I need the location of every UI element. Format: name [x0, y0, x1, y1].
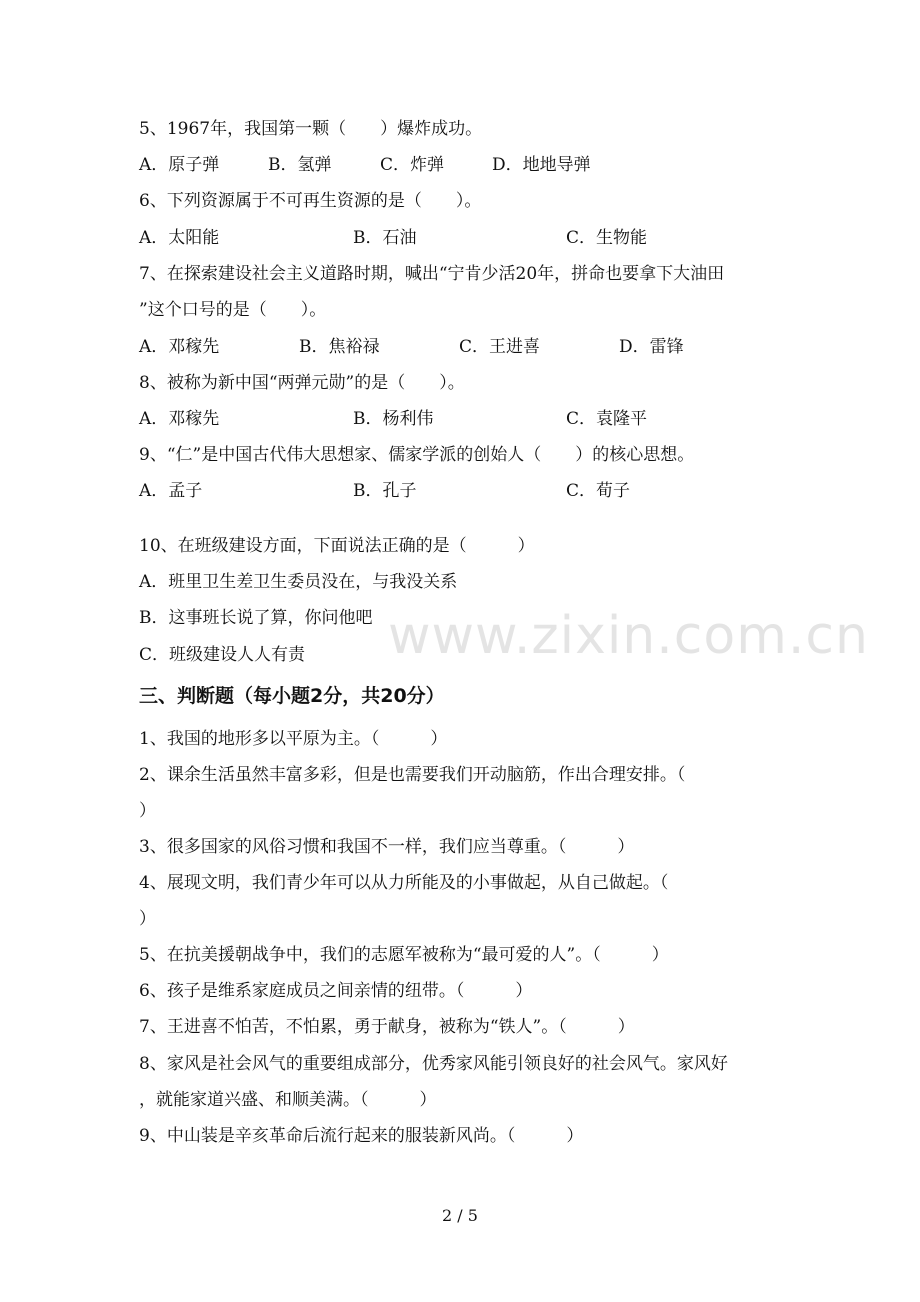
question-9-stem: 9、“仁”是中国古代伟大思想家、儒家学派的创始人（ ）的核心思想。	[139, 445, 695, 465]
question-6-option-b: B．石油	[353, 228, 417, 248]
question-6-stem: 6、下列资源属于不可再生资源的是（ ）。	[139, 191, 482, 211]
judge-item-2: 2、课余生活虽然丰富多彩，但是也需要我们开动脑筋，作出合理安排。（	[139, 765, 686, 785]
question-10-option-a: A．班里卫生差卫生委员没在，与我没关系	[139, 572, 458, 592]
question-7-option-c: C．王进喜	[459, 337, 541, 357]
question-8-stem: 8、被称为新中国“两弹元勋”的是（ ）。	[139, 373, 465, 393]
question-5-option-c: C．炸弹	[380, 155, 445, 175]
watermark: www.zixin.com.cn	[388, 606, 869, 666]
question-6-option-c: C．生物能	[566, 228, 648, 248]
judge-item-4: 4、展现文明，我们青少年可以从力所能及的小事做起，从自己做起。（	[139, 873, 669, 893]
question-8-option-a: A．邓稼先	[139, 409, 220, 429]
section-3-heading: 三、判断题（每小题2分，共20分）	[139, 685, 445, 707]
question-7-stem: 7、在探索建设社会主义道路时期，喊出“宁肯少活20年，拼命也要拿下大油田	[139, 264, 725, 284]
question-9-option-c: C．荀子	[566, 481, 631, 501]
judge-item-2-continued: ）	[139, 801, 156, 821]
question-8-option-b: B．杨利伟	[353, 409, 434, 429]
question-9-option-b: B．孔子	[353, 481, 417, 501]
question-10-option-c: C．班级建设人人有责	[139, 645, 306, 665]
judge-item-8-continued: ，就能家道兴盛、和顺美满。（ ）	[139, 1090, 437, 1110]
judge-item-9: 9、中山装是辛亥革命后流行起来的服装新风尚。（ ）	[139, 1126, 584, 1146]
question-5-option-d: D．地地导弹	[492, 155, 591, 175]
judge-item-6: 6、孩子是维系家庭成员之间亲情的纽带。（ ）	[139, 981, 533, 1001]
question-10-stem: 10、在班级建设方面，下面说法正确的是（ ）	[139, 536, 535, 556]
judge-item-4-continued: ）	[139, 909, 156, 929]
question-5-stem: 5、1967年，我国第一颗（ ）爆炸成功。	[139, 119, 483, 139]
page-number: 2 / 5	[442, 1206, 478, 1225]
question-5-option-b: B．氢弹	[268, 155, 332, 175]
question-7-option-d: D．雷锋	[619, 337, 684, 357]
question-8-option-c: C．袁隆平	[566, 409, 648, 429]
question-7-option-b: B．焦裕禄	[299, 337, 380, 357]
question-10-option-b: B．这事班长说了算，你问他吧	[139, 608, 373, 628]
judge-item-8: 8、家风是社会风气的重要组成部分，优秀家风能引领良好的社会风气。家风好	[139, 1054, 728, 1074]
judge-item-5: 5、在抗美援朝战争中，我们的志愿军被称为“最可爱的人”。（ ）	[139, 945, 669, 965]
judge-item-1: 1、我国的地形多以平原为主。（ ）	[139, 729, 448, 749]
judge-item-7: 7、王进喜不怕苦，不怕累，勇于献身，被称为“铁人”。（ ）	[139, 1017, 635, 1037]
judge-item-3: 3、很多国家的风俗习惯和我国不一样，我们应当尊重。（ ）	[139, 837, 635, 857]
question-7-option-a: A．邓稼先	[139, 337, 220, 357]
question-7-stem-continued: ”这个口号的是（ ）。	[139, 300, 327, 320]
question-9-option-a: A．孟子	[139, 481, 203, 501]
question-6-option-a: A．太阳能	[139, 228, 220, 248]
question-5-option-a: A．原子弹	[139, 155, 220, 175]
